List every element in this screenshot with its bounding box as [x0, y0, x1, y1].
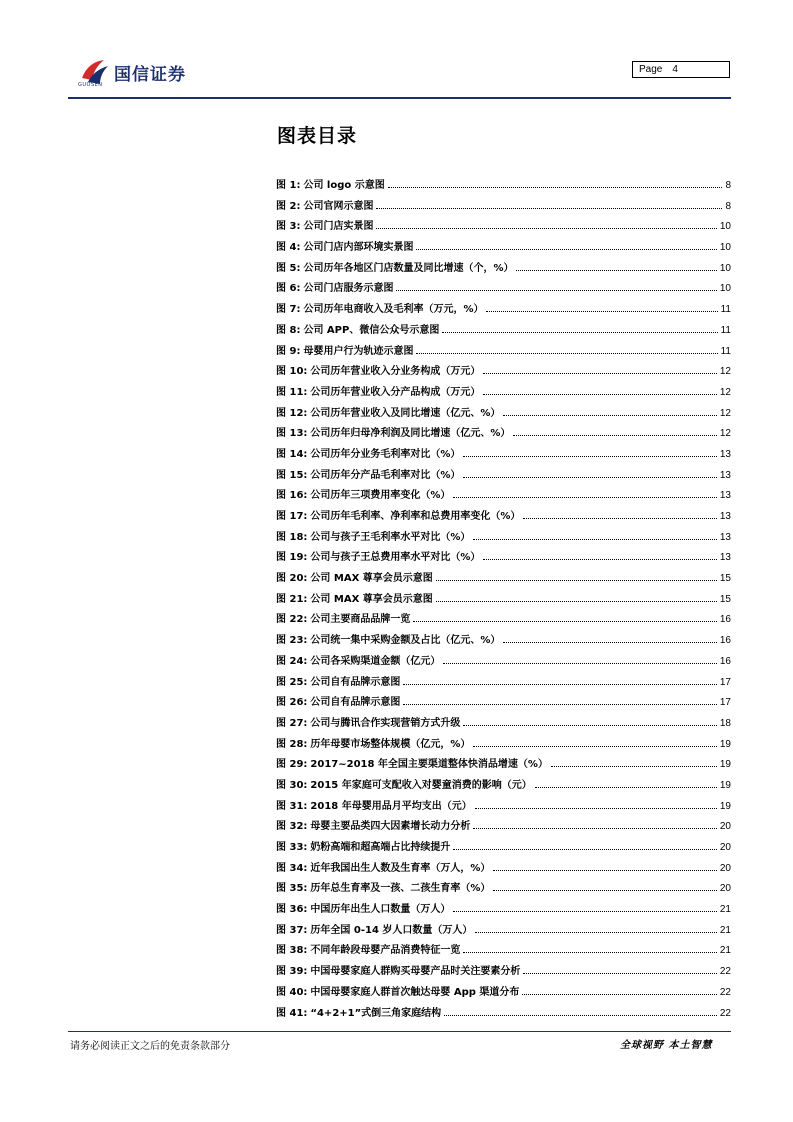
toc-figure-label: 图 18:: [276, 531, 308, 543]
toc-leader-dots: [463, 456, 716, 457]
toc-leader-dots: [475, 808, 717, 809]
toc-figure-title: 公司官网示意图: [303, 200, 374, 212]
toc-leader-dots: [463, 952, 716, 953]
toc-figure-label: 图 36:: [276, 904, 308, 916]
toc-page-number: 22: [719, 986, 731, 998]
toc-entry[interactable]: [276, 693, 731, 714]
toc-entry[interactable]: [276, 590, 731, 611]
toc-page-number: 12: [719, 407, 731, 419]
toc-page-number: 20: [719, 862, 731, 874]
toc-leader-dots: [453, 497, 716, 498]
toc-figure-label: 图 34:: [276, 862, 308, 874]
toc-entry[interactable]: [276, 259, 731, 280]
toc-entry[interactable]: [276, 445, 731, 466]
toc-figure-label: 图 2:: [276, 200, 301, 212]
toc-leader-dots: [493, 890, 716, 891]
toc-leader-dots: [388, 187, 723, 188]
toc-figure-label: 图 31:: [276, 800, 308, 812]
toc-leader-dots: [473, 746, 716, 747]
toc-leader-dots: [483, 394, 716, 395]
page-label: Page: [639, 64, 663, 75]
company-name: 国信证券: [114, 65, 186, 85]
toc-page-number: 22: [719, 1007, 731, 1019]
toc-figure-label: 图 6:: [276, 283, 301, 295]
toc-entry[interactable]: [276, 362, 731, 383]
page-title: 图表目录: [277, 125, 358, 147]
toc-leader-dots: [403, 704, 716, 705]
toc-entry[interactable]: [276, 176, 731, 197]
toc-figure-title: 公司 MAX 尊享会员示意图: [310, 573, 433, 585]
toc-leader-dots: [483, 373, 716, 374]
toc-page-number: 15: [719, 573, 731, 585]
toc-figure-title: 中国母婴家庭人群首次触达母婴 App 渠道分布: [310, 986, 520, 998]
toc-entry[interactable]: [276, 962, 731, 983]
toc-figure-label: 图 11:: [276, 386, 308, 398]
toc-figure-title: 2017~2018 年全国主要渠道整体快消品增速（%）: [310, 759, 548, 771]
toc-figure-title: 公司自有品牌示意图: [310, 676, 401, 688]
toc-figure-label: 图 20:: [276, 573, 308, 585]
toc-figure-label: 图 30:: [276, 779, 308, 791]
toc-entry[interactable]: [276, 838, 731, 859]
figure-list: [276, 176, 731, 1024]
toc-entry[interactable]: [276, 404, 731, 425]
toc-leader-dots: [493, 870, 716, 871]
toc-page-number: 12: [719, 386, 731, 398]
toc-figure-title: 公司主要商品品牌一览: [310, 614, 411, 626]
toc-figure-title: 公司历年分产品毛利率对比（%）: [310, 469, 461, 481]
toc-entry[interactable]: [276, 507, 731, 528]
toc-entry[interactable]: [276, 548, 731, 569]
toc-page-number: 21: [719, 924, 731, 936]
toc-figure-title: 公司历年毛利率、净利率和总费用率变化（%）: [310, 511, 521, 522]
toc-leader-dots: [413, 621, 716, 622]
slogan-text: 全球视野 本土智慧: [620, 1040, 713, 1051]
toc-entry[interactable]: [276, 610, 731, 631]
toc-figure-label: 图 25:: [276, 676, 308, 688]
toc-figure-title: 公司历年各地区门店数量及同比增速（个，%）: [303, 262, 514, 274]
toc-figure-label: 图 19:: [276, 552, 308, 564]
toc-figure-title: 公司历年营业收入分业务构成（万元）: [310, 366, 481, 378]
toc-figure-label: 图 41:: [276, 1007, 308, 1019]
toc-leader-dots: [453, 849, 716, 850]
toc-leader-dots: [473, 539, 716, 540]
toc-page-number: 19: [719, 779, 731, 791]
toc-entry[interactable]: [276, 466, 731, 487]
toc-leader-dots: [443, 663, 716, 664]
toc-figure-title: 母婴用户行为轨迹示意图: [303, 345, 414, 357]
toc-page-number: 16: [719, 635, 731, 647]
toc-leader-dots: [473, 828, 716, 829]
toc-entry[interactable]: [276, 300, 731, 321]
toc-page-number: 13: [719, 469, 731, 481]
toc-figure-label: 图 15:: [276, 469, 308, 481]
toc-leader-dots: [503, 642, 716, 643]
toc-leader-dots: [436, 601, 717, 602]
toc-figure-label: 图 38:: [276, 945, 308, 957]
toc-page-number: 11: [720, 324, 731, 336]
toc-entry[interactable]: [276, 321, 731, 342]
toc-figure-label: 图 1:: [276, 180, 301, 191]
toc-figure-title: 公司历年营业收入及同比增速（亿元、%）: [310, 407, 501, 419]
toc-figure-title: 中国历年出生人口数量（万人）: [310, 904, 451, 916]
toc-leader-dots: [453, 911, 716, 912]
toc-page-number: 10: [719, 221, 731, 233]
toc-page-number: 17: [719, 676, 731, 688]
toc-page-number: 16: [719, 614, 731, 626]
toc-entry[interactable]: [276, 776, 731, 797]
toc-leader-dots: [522, 994, 716, 995]
toc-figure-title: 历年总生育率及一孩、二孩生育率（%）: [310, 883, 491, 895]
toc-entry[interactable]: [276, 486, 731, 507]
toc-leader-dots: [416, 249, 716, 250]
toc-leader-dots: [396, 290, 716, 291]
toc-leader-dots: [376, 208, 722, 209]
toc-figure-label: 图 8:: [276, 324, 301, 336]
toc-leader-dots: [475, 932, 716, 933]
toc-figure-label: 图 17:: [276, 511, 308, 522]
toc-figure-label: 图 14:: [276, 448, 308, 460]
toc-figure-title: 公司历年三项费用率变化（%）: [310, 490, 451, 502]
toc-figure-label: 图 40:: [276, 986, 308, 998]
toc-figure-label: 图 7:: [276, 304, 301, 316]
toc-figure-label: 图 21:: [276, 593, 308, 605]
toc-figure-label: 图 23:: [276, 635, 308, 647]
toc-leader-dots: [523, 518, 716, 519]
toc-figure-label: 图 39:: [276, 966, 308, 978]
toc-figure-title: 公司 APP、微信公众号示意图: [303, 324, 440, 336]
toc-page-number: 17: [719, 697, 731, 709]
toc-figure-title: 公司与孩子王毛利率水平对比（%）: [310, 531, 471, 543]
toc-figure-title: 中国母婴家庭人群购买母婴产品时关注要素分析: [310, 966, 521, 978]
toc-entry[interactable]: [276, 900, 731, 921]
toc-entry[interactable]: [276, 652, 731, 673]
toc-figure-label: 图 12:: [276, 407, 308, 419]
toc-figure-title: “4+2+1”式倒三角家庭结构: [310, 1007, 442, 1019]
toc-page-number: 20: [719, 883, 731, 895]
toc-page-number: 18: [719, 717, 731, 729]
toc-figure-label: 图 32:: [276, 821, 308, 833]
toc-page-number: 13: [719, 490, 731, 502]
toc-figure-label: 图 22:: [276, 614, 308, 626]
toc-figure-label: 图 26:: [276, 697, 308, 709]
company-logo: [78, 56, 238, 90]
toc-figure-title: 母婴主要品类四大因素增长动力分析: [310, 821, 471, 833]
toc-leader-dots: [463, 725, 716, 726]
toc-leader-dots: [403, 684, 716, 685]
toc-page-number: 13: [719, 448, 731, 460]
toc-figure-label: 图 24:: [276, 655, 308, 667]
toc-entry[interactable]: [276, 197, 731, 218]
toc-figure-title: 公司门店服务示意图: [303, 283, 394, 295]
toc-figure-title: 公司历年电商收入及毛利率（万元，%）: [303, 304, 484, 316]
toc-page-number: 19: [719, 800, 731, 812]
toc-page-number: 13: [719, 531, 731, 543]
toc-figure-label: 图 37:: [276, 924, 308, 936]
toc-leader-dots: [444, 1015, 717, 1016]
toc-figure-title: 历年母婴市场整体规模（亿元，%）: [310, 738, 471, 750]
toc-entry[interactable]: [276, 631, 731, 652]
toc-page-number: 19: [719, 738, 731, 750]
toc-figure-title: 2015 年家庭可支配收入对婴童消费的影响（元）: [310, 779, 532, 791]
toc-entry[interactable]: [276, 528, 731, 549]
toc-figure-label: 图 27:: [276, 717, 308, 729]
toc-figure-title: 公司各采购渠道金额（亿元）: [310, 655, 441, 667]
toc-entry[interactable]: [276, 217, 731, 238]
page-number: 4: [672, 64, 678, 75]
toc-entry[interactable]: [276, 921, 731, 942]
toc-figure-title: 2018 年母婴用品月平均支出（元）: [310, 800, 472, 812]
toc-figure-label: 图 3:: [276, 221, 301, 233]
toc-leader-dots: [551, 766, 717, 767]
toc-figure-label: 图 29:: [276, 759, 308, 771]
toc-page-number: 16: [719, 655, 731, 667]
toc-figure-label: 图 28:: [276, 738, 308, 750]
toc-page-number: 11: [720, 345, 731, 357]
toc-figure-label: 图 35:: [276, 883, 308, 895]
toc-leader-dots: [486, 311, 717, 312]
toc-page-number: 10: [719, 262, 731, 274]
toc-entry[interactable]: [276, 735, 731, 756]
toc-page-number: 10: [719, 242, 731, 254]
toc-page-number: 22: [719, 966, 731, 978]
toc-entry[interactable]: [276, 1004, 731, 1025]
toc-page-number: 13: [719, 552, 731, 564]
footer-divider: [68, 1031, 731, 1032]
toc-figure-label: 图 10:: [276, 366, 308, 378]
toc-entry[interactable]: [276, 673, 731, 694]
toc-entry[interactable]: [276, 569, 731, 590]
toc-entry[interactable]: [276, 238, 731, 259]
toc-figure-label: 图 33:: [276, 842, 308, 853]
disclaimer-text: 请务必阅读正文之后的免责条款部分: [70, 1041, 230, 1052]
toc-leader-dots: [436, 580, 717, 581]
toc-entry[interactable]: [276, 714, 731, 735]
toc-entry[interactable]: [276, 859, 731, 880]
toc-page-number: 12: [719, 428, 731, 440]
toc-entry[interactable]: [276, 342, 731, 363]
toc-figure-title: 公司自有品牌示意图: [310, 697, 401, 709]
toc-page-number: 20: [719, 821, 731, 833]
toc-page-number: 12: [719, 366, 731, 378]
toc-figure-label: 图 13:: [276, 428, 308, 440]
toc-entry[interactable]: [276, 755, 731, 776]
toc-entry[interactable]: [276, 424, 731, 445]
toc-figure-label: 图 16:: [276, 490, 308, 502]
toc-page-number: 8: [725, 180, 731, 191]
toc-page-number: 10: [719, 283, 731, 295]
toc-figure-title: 公司与腾讯合作实现营销方式升级: [310, 717, 461, 729]
toc-leader-dots: [535, 787, 717, 788]
toc-entry[interactable]: [276, 941, 731, 962]
toc-figure-title: 历年全国 0-14 岁人口数量（万人）: [310, 924, 473, 936]
toc-figure-title: 公司统一集中采购金额及占比（亿元、%）: [310, 635, 501, 647]
toc-leader-dots: [523, 973, 716, 974]
toc-entry[interactable]: [276, 279, 731, 300]
toc-entry[interactable]: [276, 817, 731, 838]
toc-figure-title: 公司历年归母净利润及同比增速（亿元、%）: [310, 428, 511, 440]
toc-figure-title: 公司门店内部环境实景图: [303, 242, 414, 254]
toc-figure-title: 公司历年分业务毛利率对比（%）: [310, 448, 461, 460]
toc-page-number: 8: [725, 200, 731, 212]
toc-entry[interactable]: [276, 797, 731, 818]
toc-leader-dots: [483, 559, 716, 560]
toc-leader-dots: [513, 435, 716, 436]
toc-leader-dots: [516, 270, 716, 271]
toc-page-number: 19: [719, 759, 731, 771]
toc-page-number: 21: [719, 945, 731, 957]
header-divider: [68, 97, 731, 99]
toc-leader-dots: [416, 353, 717, 354]
toc-page-number: 13: [719, 511, 731, 522]
toc-figure-title: 近年我国出生人数及生育率（万人，%）: [310, 862, 491, 874]
toc-page-number: 15: [719, 593, 731, 605]
toc-page-number: 21: [719, 904, 731, 916]
toc-figure-title: 公司 MAX 尊享会员示意图: [310, 593, 433, 605]
toc-figure-title: 奶粉高端和超高端占比持续提升: [310, 842, 451, 853]
toc-entry[interactable]: [276, 983, 731, 1004]
toc-entry[interactable]: [276, 383, 731, 404]
toc-figure-title: 公司与孩子王总费用率水平对比（%）: [310, 552, 481, 564]
page-indicator: [632, 61, 730, 78]
toc-figure-title: 不同年龄段母婴产品消费特征一览: [310, 945, 461, 957]
toc-leader-dots: [463, 477, 716, 478]
toc-leader-dots: [376, 228, 716, 229]
toc-entry[interactable]: [276, 879, 731, 900]
toc-figure-title: 公司门店实景图: [303, 221, 374, 233]
toc-figure-title: 公司历年营业收入分产品构成（万元）: [310, 386, 481, 398]
toc-leader-dots: [503, 415, 716, 416]
toc-figure-title: 公司 logo 示意图: [303, 180, 385, 191]
toc-figure-label: 图 5:: [276, 262, 301, 274]
toc-figure-label: 图 4:: [276, 242, 301, 254]
toc-page-number: 20: [719, 842, 731, 853]
toc-figure-label: 图 9:: [276, 345, 301, 357]
company-name-en: GUOSEN: [78, 82, 103, 88]
toc-page-number: 11: [720, 304, 731, 316]
toc-leader-dots: [442, 332, 717, 333]
